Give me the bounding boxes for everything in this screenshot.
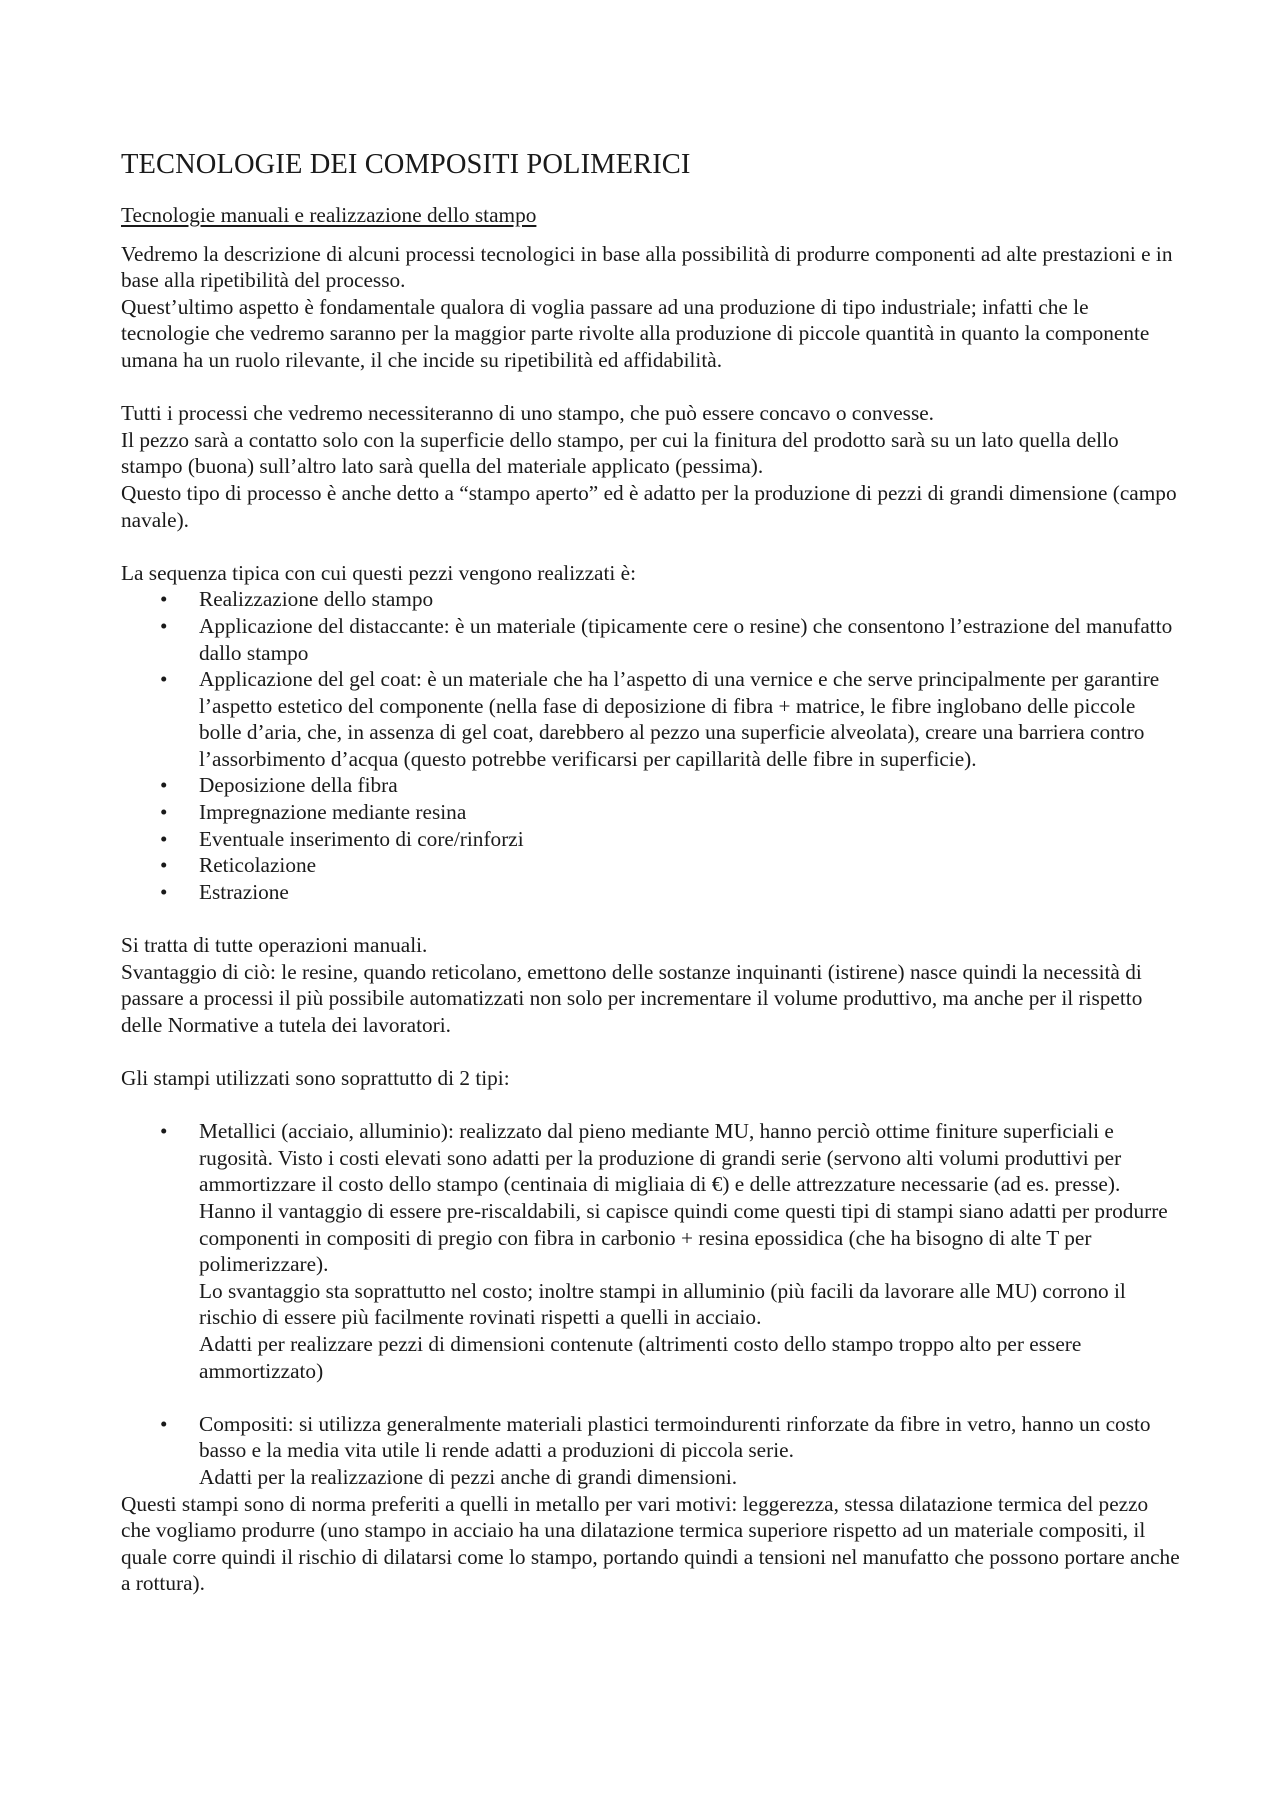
bullet-icon: • [160, 1411, 168, 1436]
metal-paragraph-1: Metallici (acciaio, alluminio): realizzato dal pieno mediante MU, hanno perciò ottime finiture superficiali e rugosità. Visto i costi elevati sono adatti per la produzione di grandi serie (servono alti volumi produttivi per ammortizzare il costo dello stampo (centinaia di migliaia di €) e delle attrezzature necessarie (ad es. presse). [199, 1119, 1122, 1197]
spacer [121, 374, 1181, 401]
list-item-text: Applicazione del gel coat: è un materiale che ha l’aspetto di una vernice e che serve principalmente per garantire l’aspetto estetico del componente (nella fase di deposizione di fibra + matrice, le fibre inglobano delle piccole bolle d’aria, che, in assenza di gel coat, darebbero al pezzo una superficie alveolata), creare una barriera contro l’assorbimento d’acqua (questo potrebbe verificarsi per capillarità delle fibre in superficie). [199, 667, 1160, 771]
manual-paragraph-2: Svantaggio di ciò: le resine, quando reticolano, emettono delle sostanze inquinanti (istirene) nasce quindi la necessità di passare a processi il più possibile automatizzati non solo per incrementare il volume produttivo, ma anche per il rispetto delle Normative a tutela dei lavoratori. [121, 959, 1143, 1037]
bullet-icon: • [160, 879, 168, 904]
document-page [121, 148, 1181, 1597]
bullet-icon: • [160, 667, 168, 692]
intro-paragraph-1: Vedremo la descrizione di alcuni processi tecnologici in base alla possibilità di produrre componenti ad alte prestazioni e in base alla ripetibilità del processo. [121, 241, 1173, 293]
molds-intro: Gli stampi utilizzati sono soprattutto di 2 tipi: [121, 1066, 510, 1090]
bullet-icon: • [160, 773, 168, 798]
list-item-text: Estrazione [199, 879, 289, 904]
list-item-text: Reticolazione [199, 853, 317, 878]
section-subtitle: Tecnologie manuali e realizzazione dello stampo [121, 203, 537, 227]
list-item [121, 613, 1181, 666]
list-item [121, 772, 1181, 799]
list-item-text: Eventuale inserimento di core/rinforzi [199, 826, 524, 851]
molds-list-2 [121, 1411, 1181, 1491]
list-item-metal [121, 1118, 1181, 1384]
metal-paragraph-2: Hanno il vantaggio di essere pre-riscaldabili, si capisce quindi come questi tipi di stampi siano adatti per produrre componenti in compositi di pregio con fibra in carbonio + resina epossidica (che ha bisogno di alte T per polimerizzare). [199, 1198, 1168, 1277]
list-item [121, 586, 1181, 613]
bullet-icon: • [160, 853, 168, 878]
molds-list [121, 1118, 1181, 1384]
list-item-text: Realizzazione dello stampo [199, 587, 434, 612]
list-item [121, 879, 1181, 906]
bullet-icon: • [160, 1119, 168, 1144]
bullet-icon: • [160, 826, 168, 851]
metal-paragraph-3: Lo svantaggio sta soprattutto nel costo; inoltre stampi in alluminio (più facili da lavorare alle MU) corrono il rischio di essere più facilmente rovinati rispetti a quelli in acciaio. [199, 1278, 1126, 1330]
bullet-icon: • [160, 800, 168, 825]
list-item [121, 799, 1181, 826]
intro-paragraph-2: Quest’ultimo aspetto è fondamentale qualora di voglia passare ad una produzione di tipo industriale; infatti che le tecnologie che vedremo saranno per la maggior parte rivolte alla produzione di piccole quantità in quanto la componente umana ha un ruolo rilevante, il che incide su ripetibilità ed affidabilità. [121, 294, 1150, 372]
spacer [121, 905, 1181, 932]
bullet-icon: • [160, 613, 168, 638]
spacer [121, 1038, 1181, 1065]
spacer [121, 1092, 1181, 1119]
spacer [121, 1384, 1181, 1411]
list-item-text: Applicazione del distaccante: è un materiale (tipicamente cere o resine) che consentono l’estrazione del manufatto dallo stampo [199, 613, 1173, 665]
process-paragraph-1: Tutti i processi che vedremo necessiteranno di uno stampo, che può essere concavo o convesse. [121, 401, 935, 426]
bullet-icon: • [160, 587, 168, 612]
sequence-list [121, 586, 1181, 905]
metal-paragraph-4: Adatti per realizzare pezzi di dimensioni contenute (altrimenti costo dello stampo troppo alto per essere ammortizzato) [199, 1331, 1082, 1383]
list-item [121, 826, 1181, 853]
list-item-text: Deposizione della fibra [199, 773, 398, 798]
list-item [121, 852, 1181, 879]
closing-paragraph: Questi stampi sono di norma preferiti a quelli in metallo per vari motivi: leggerezza, stessa dilatazione termica del pezzo che vogliamo produrre (uno stampo in acciaio ha una dilatazione termica superiore rispetto ad un materiale compositi, il quale corre quindi il rischio di dilatarsi come lo stampo, portando quindi a tensioni nel manufatto che possono portare anche a rottura). [121, 1491, 1180, 1596]
document-title: TECNOLOGIE DEI COMPOSITI POLIMERICI [121, 149, 691, 180]
list-item-composite [121, 1411, 1181, 1491]
process-paragraph-2: Il pezzo sarà a contatto solo con la superficie dello stampo, per cui la finitura del prodotto sarà su un lato quella dello stampo (buona) sull’altro lato sarà quella del materiale applicato (pessima). [121, 427, 1119, 479]
spacer [121, 533, 1181, 560]
process-paragraph-3: Questo tipo di processo è anche detto a “stampo aperto” ed è adatto per la produzione di pezzi di grandi dimensione (campo navale). [121, 480, 1177, 532]
sequence-intro: La sequenza tipica con cui questi pezzi vengono realizzati è: [121, 560, 637, 585]
manual-paragraph-1: Si tratta di tutte operazioni manuali. [121, 933, 428, 958]
list-item-text: Impregnazione mediante resina [199, 800, 467, 825]
list-item [121, 666, 1181, 772]
composite-paragraph-2: Adatti per la realizzazione di pezzi anche di grandi dimensioni. [199, 1464, 738, 1489]
composite-paragraph-1: Compositi: si utilizza generalmente materiali plastici termoindurenti rinforzate da fibre in vetro, hanno un costo basso e la media vita utile li rende adatti a produzioni di piccola serie. [199, 1411, 1151, 1463]
